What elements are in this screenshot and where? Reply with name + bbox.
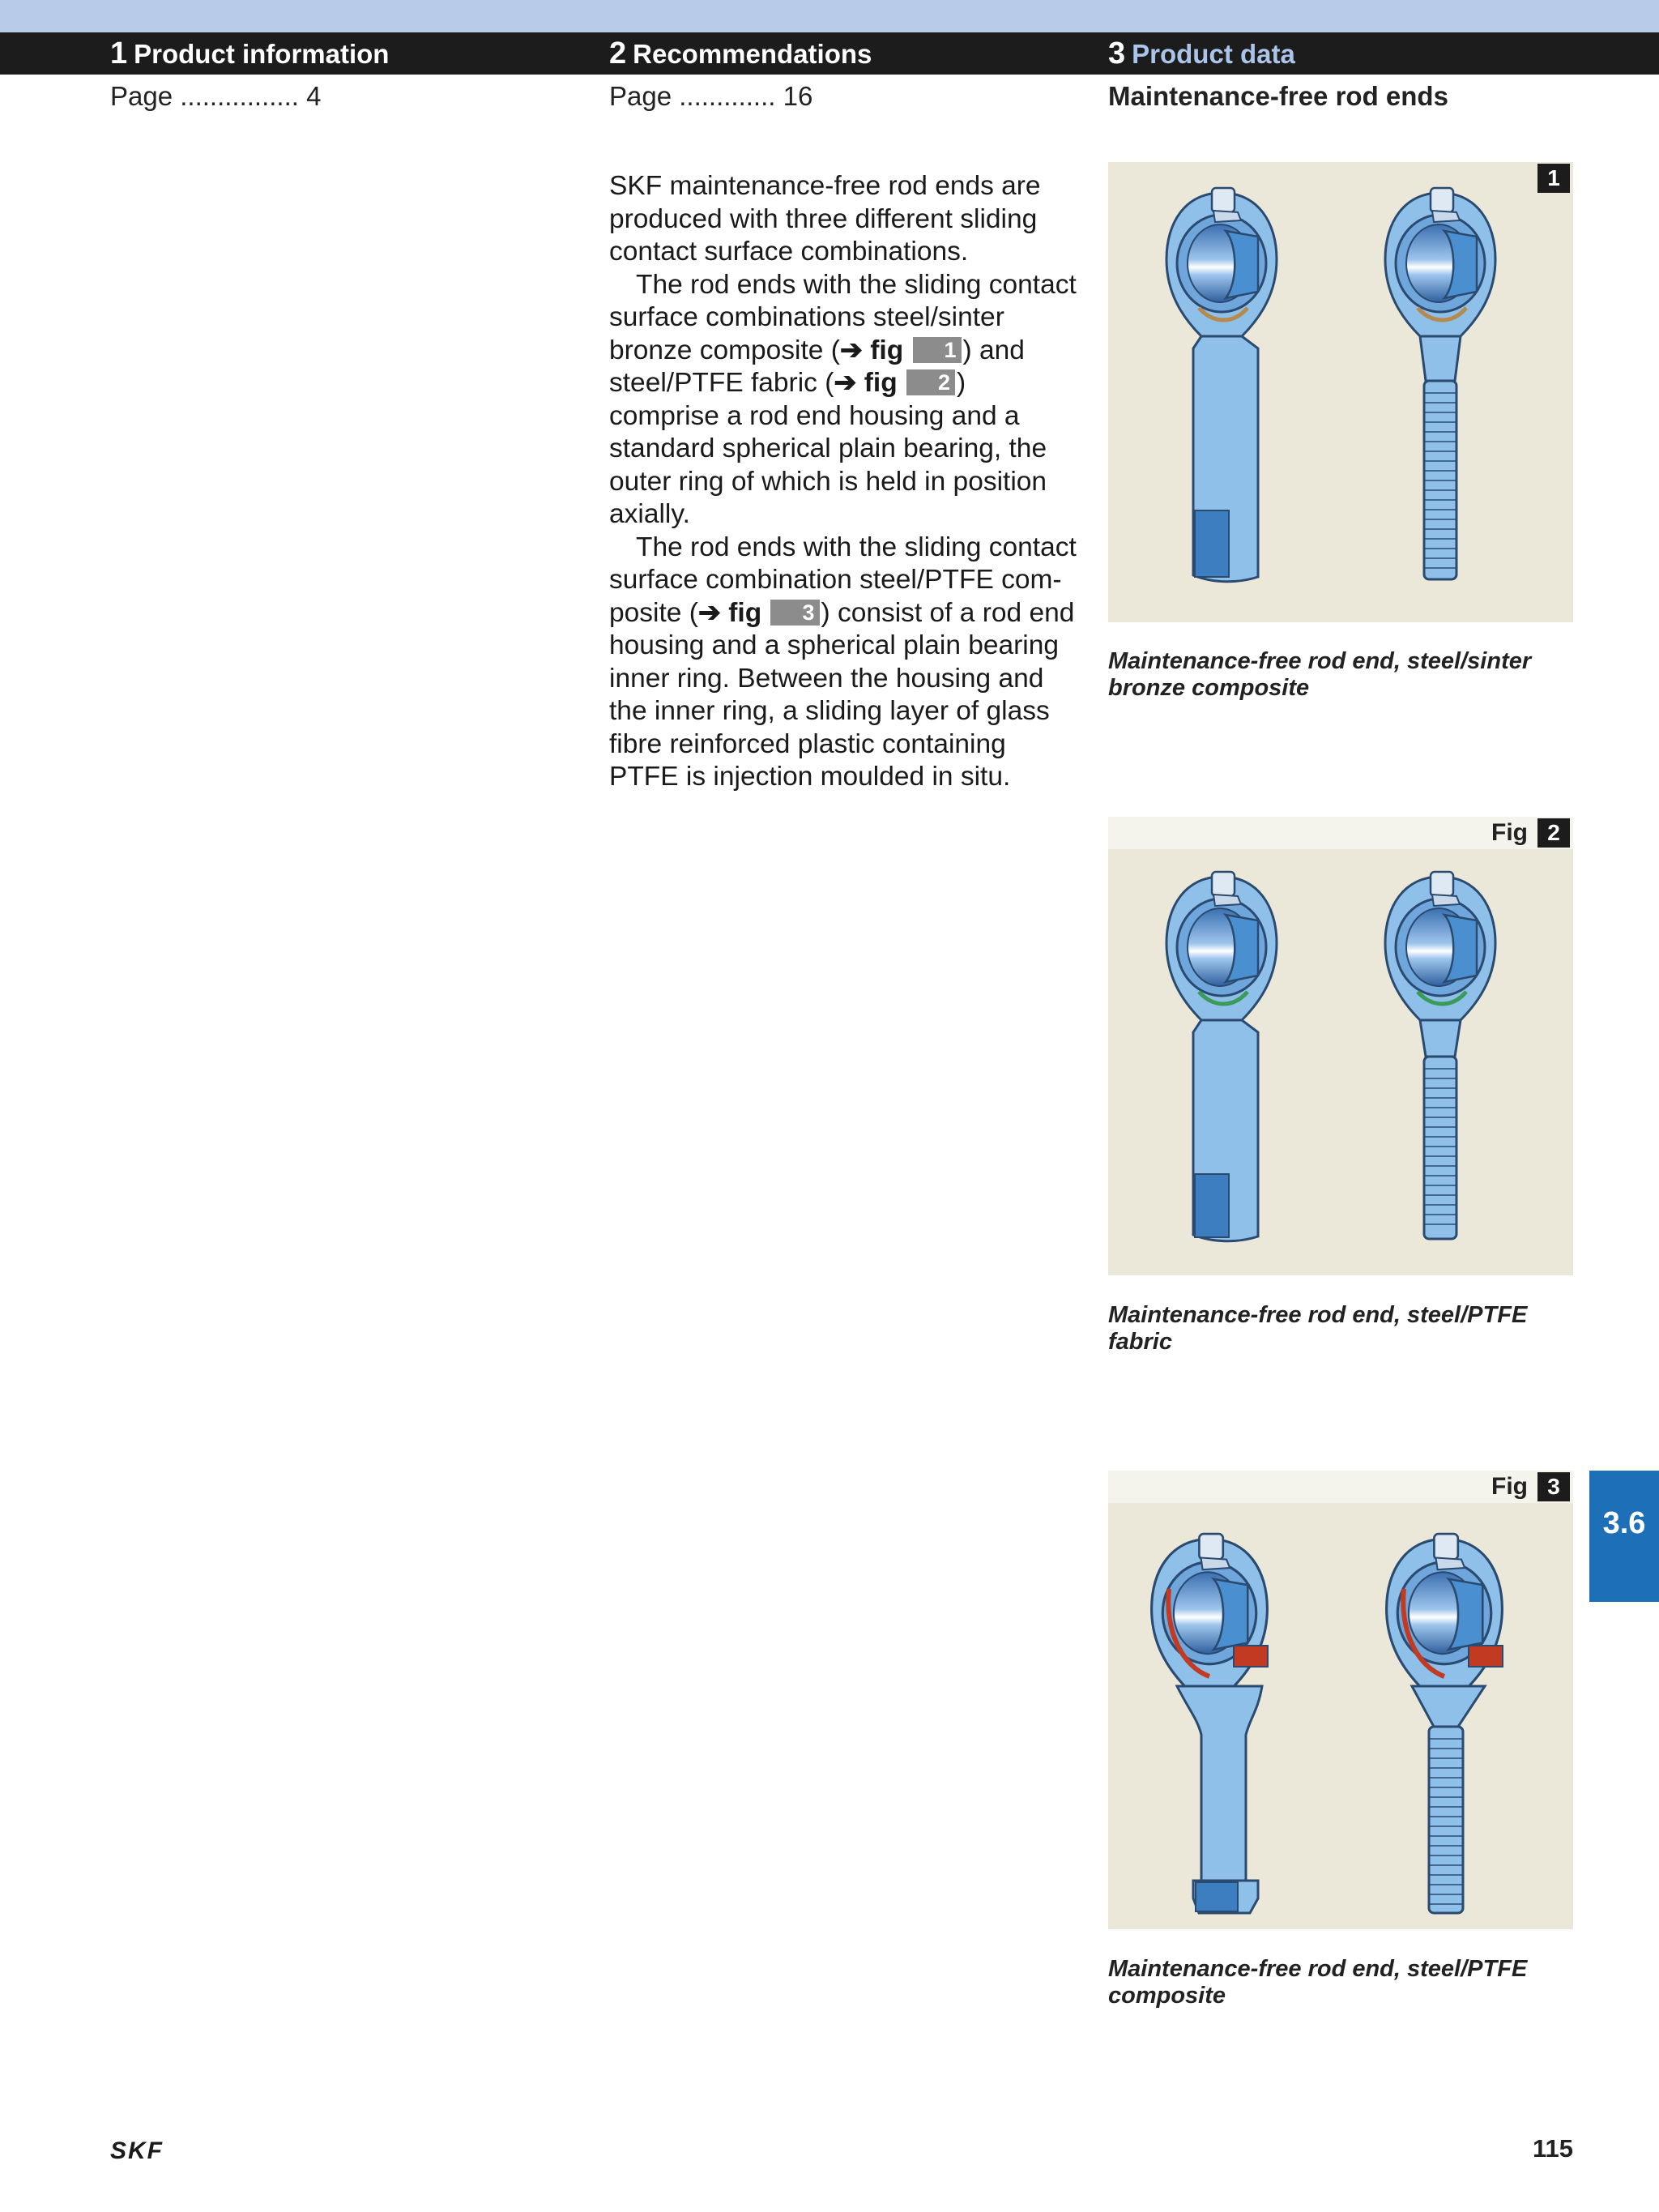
figure-label: Fig — [1491, 819, 1528, 846]
nav-section-recommendations[interactable] — [609, 32, 872, 75]
nav-section-number: 2 — [609, 36, 627, 70]
figure-reference-3[interactable]: 3 — [770, 600, 819, 626]
body-paragraph-2 — [609, 269, 1079, 532]
nav-section-product-data[interactable] — [1108, 32, 1295, 75]
nav-section-label: Recommendations — [633, 39, 872, 69]
figure-number-badge: 3 — [1537, 1472, 1570, 1501]
body-paragraph-1: SKF maintenance-free rod ends are produced with three different sliding contact surface combinations. — [609, 171, 1041, 267]
nav-section-label: Product data — [1132, 39, 1295, 69]
rod-end-female-thread — [1152, 1534, 1268, 1913]
body-text-run: The rod ends with the sliding contact surface combination steel/PTFE com- posite ( — [609, 532, 1077, 628]
rod-end-male-thread — [1385, 188, 1495, 579]
figure-3-caption: Maintenance-free rod end, steel/PTFE composite — [1108, 1956, 1528, 2009]
rod-end-illustration-composite — [1108, 1524, 1573, 1929]
figure-reference-arrow: ➔ fig — [834, 368, 898, 398]
section-navigation-bar — [0, 32, 1659, 75]
chapter-tab[interactable]: 3.6 — [1589, 1471, 1659, 1602]
page-number: 115 — [1532, 2134, 1573, 2163]
figure-number-badge: 2 — [1537, 818, 1570, 848]
rod-end-illustration-bronze — [1108, 186, 1573, 622]
figure-reference-2[interactable]: 2 — [906, 369, 955, 395]
figure-reference-arrow: ➔ fig — [697, 597, 762, 628]
figure-2-caption: Maintenance-free rod end, steel/PTFE fabric — [1108, 1302, 1528, 1355]
figure-3 — [1108, 1471, 1573, 1929]
top-color-band — [0, 0, 1659, 32]
rod-end-female-thread — [1166, 872, 1277, 1241]
rod-end-female-thread — [1166, 188, 1277, 582]
figure-1-caption: Maintenance-free rod end, steel/sinter bronze composite — [1108, 648, 1532, 701]
figure-label: Fig — [1491, 1473, 1528, 1500]
figure-header — [1108, 1471, 1573, 1503]
page-reference-recommendations[interactable]: Page ............. 16 — [609, 81, 813, 111]
body-paragraph-3 — [609, 532, 1079, 794]
skf-logo — [110, 2137, 191, 2162]
nav-section-number: 1 — [110, 36, 128, 70]
nav-section-label: Product information — [134, 39, 390, 69]
rod-end-male-thread — [1387, 1534, 1503, 1913]
figure-1 — [1108, 162, 1573, 622]
logo-text: SKF — [110, 2137, 164, 2162]
body-text-run: ) and steel/PTFE fabric ( — [609, 335, 1025, 398]
body-text-run: The rod ends with the sliding contact surface combinations steel/sinter bronze composite ( — [609, 269, 1077, 365]
nav-section-product-information[interactable] — [110, 32, 389, 75]
body-text-run: ) comprise a rod end housing and a standard spherical plain bearing, the outer ring of which is held in position axially. — [609, 368, 1047, 529]
body-text — [609, 170, 1079, 794]
figure-header — [1108, 817, 1573, 849]
section-subheading: Maintenance-free rod ends — [1108, 81, 1448, 111]
figure-reference-arrow: ➔ fig — [839, 335, 904, 365]
body-text-run: ) consist of a rod end housing and a spherical plain bearing inner ring. Between the housing and the inner ring, a sliding layer of glass fibre reinforced plastic containing PTFE is injection moulded in situ. — [609, 597, 1075, 792]
nav-section-number: 3 — [1108, 36, 1126, 70]
rod-end-male-thread — [1385, 872, 1495, 1239]
figure-number-badge: 1 — [1537, 164, 1570, 193]
rod-end-illustration-fabric — [1108, 870, 1573, 1275]
figure-2 — [1108, 817, 1573, 1275]
page-reference-product-information[interactable]: Page ................ 4 — [110, 81, 322, 111]
figure-reference-1[interactable]: 1 — [913, 337, 962, 363]
